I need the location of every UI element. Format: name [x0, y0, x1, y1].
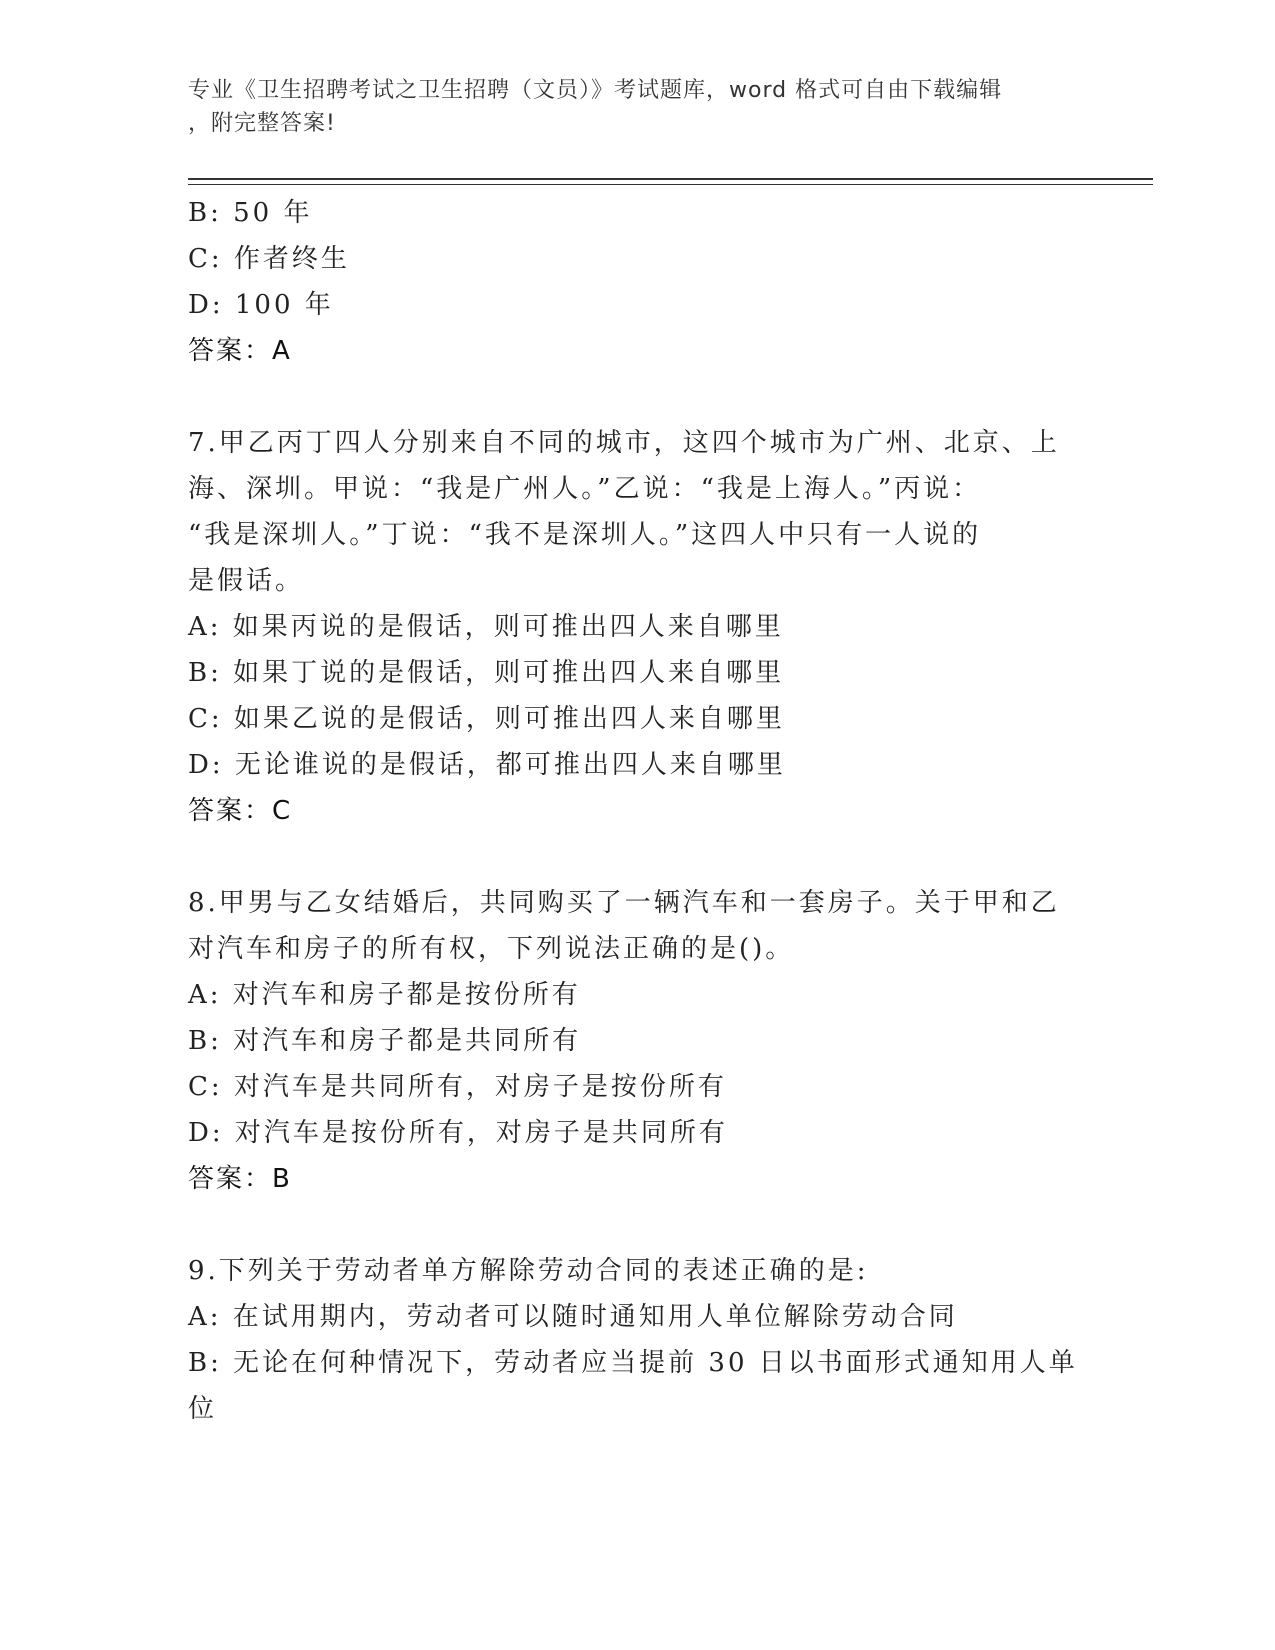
document-body — [188, 190, 1078, 1432]
question-8 — [188, 880, 1068, 1202]
spacer — [188, 1202, 1068, 1248]
q9-option-a: A: 在试用期内，劳动者可以随时通知用人单位解除劳动合同 — [188, 1302, 958, 1332]
spacer — [188, 374, 1068, 420]
q8-option-b: B: 对汽车和房子都是共同所有 — [188, 1026, 582, 1056]
header-line-2: ，附完整答案! — [188, 111, 336, 136]
q7-option-d: D: 无论谁说的是假话，都可推出四人来自哪里 — [188, 750, 786, 780]
q8-stem-line: 8.甲男与乙女结婚后，共同购买了一辆汽车和一套房子。关于甲和乙 — [188, 888, 1060, 918]
q7-option-c: C: 如果乙说的是假话，则可推出四人来自哪里 — [188, 704, 785, 734]
spacer — [188, 834, 1068, 880]
question-7 — [188, 420, 1068, 834]
q6-option-d: D: 100 年 — [188, 290, 334, 320]
q7-stem-line: 7.甲乙丙丁四人分别来自不同的城市，这四个城市为广州、北京、上 — [188, 428, 1060, 458]
q6-answer: 答案：A — [188, 336, 292, 366]
q8-option-a: A: 对汽车和房子都是按份所有 — [188, 980, 581, 1010]
q7-option-a: A: 如果丙说的是假话，则可推出四人来自哪里 — [188, 612, 784, 642]
q9-option-b-line: B: 无论在何种情况下，劳动者应当提前 30 日以书面形式通知用人单 — [188, 1348, 1078, 1378]
q7-stem-line: “我是深圳人。”丁说：“我不是深圳人。”这四人中只有一人说的 — [188, 520, 982, 550]
q9-option-b-line: 位 — [188, 1394, 218, 1424]
header-line-1: 专业《卫生招聘考试之卫生招聘（文员）》考试题库，word 格式可自由下载编辑 — [188, 78, 1003, 103]
q8-answer: 答案：B — [188, 1164, 292, 1194]
q8-option-d: D: 对汽车是按份所有，对房子是共同所有 — [188, 1118, 728, 1148]
q7-stem-line: 是假话。 — [188, 566, 305, 596]
document-header — [188, 74, 1068, 140]
q7-option-b: B: 如果丁说的是假话，则可推出四人来自哪里 — [188, 658, 785, 688]
q8-stem-line: 对汽车和房子的所有权，下列说法正确的是()。 — [188, 934, 795, 964]
q7-answer: 答案：C — [188, 796, 293, 826]
q6-option-c: C: 作者终生 — [188, 244, 350, 274]
q7-stem-line: 海、深圳。甲说：“我是广州人。”乙说：“我是上海人。”丙说： — [188, 474, 982, 504]
header-divider — [188, 178, 1153, 185]
question-6-tail — [188, 190, 1068, 374]
question-9 — [188, 1248, 1078, 1432]
q6-option-b: B: 50 年 — [188, 198, 313, 228]
q9-stem-line: 9.下列关于劳动者单方解除劳动合同的表述正确的是: — [188, 1256, 869, 1286]
q8-option-c: C: 对汽车是共同所有，对房子是按份所有 — [188, 1072, 727, 1102]
